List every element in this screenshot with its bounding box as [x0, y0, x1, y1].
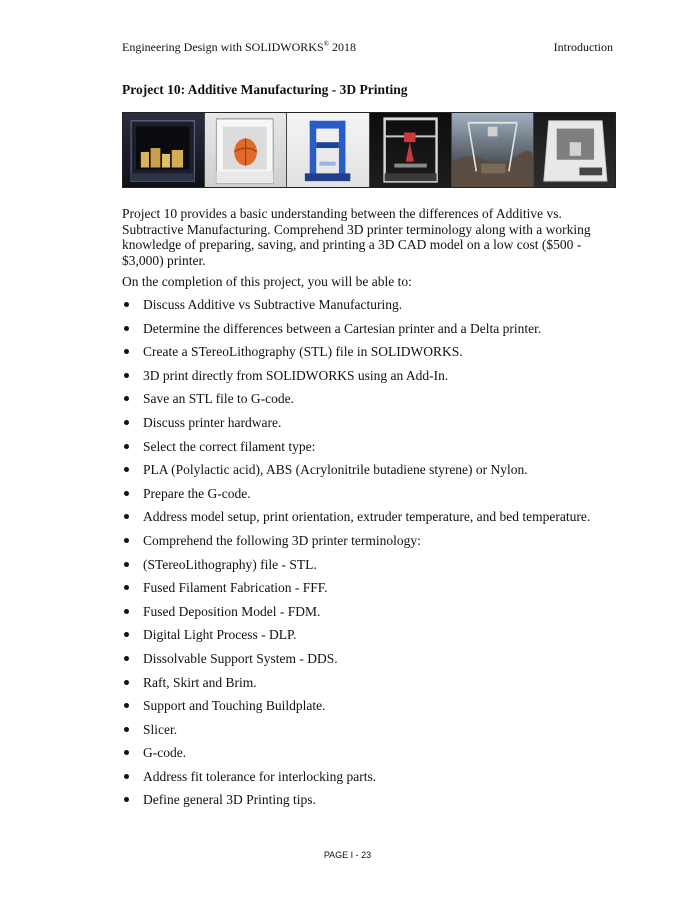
printer-photo-6	[534, 113, 615, 187]
list-item-text: Address fit tolerance for interlocking parts.	[143, 768, 377, 784]
bullet-dot-icon	[124, 538, 129, 543]
bullet-dot-icon	[124, 514, 129, 519]
page-number: PAGE I - 23	[323, 850, 372, 860]
list-item-text: Slicer.	[143, 721, 178, 737]
list-item-text: Fused Filament Fabrication - FFF.	[143, 580, 328, 596]
list-item-text: Prepare the G-code.	[143, 485, 251, 501]
list-item-text: Comprehend the following 3D printer terminology:	[143, 532, 421, 548]
list-item	[122, 485, 612, 509]
list-item	[122, 508, 612, 532]
list-item-text: Digital Light Process - DLP.	[143, 627, 297, 643]
list-item	[122, 343, 612, 367]
list-item-text: Determine the differences between a Cartesian printer and a Delta printer.	[143, 320, 542, 336]
list-item-text: Support and Touching Buildplate.	[143, 698, 326, 714]
list-item	[122, 390, 612, 414]
list-item-text: Fused Deposition Model - FDM.	[143, 603, 321, 619]
list-item-text: 3D print directly from SOLIDWORKS using an Add-In.	[143, 367, 449, 383]
list-item	[122, 603, 612, 627]
bullet-dot-icon	[124, 797, 129, 802]
list-item	[122, 721, 612, 745]
list-item	[122, 626, 612, 650]
bullet-dot-icon	[124, 373, 129, 378]
printer-photo-5	[452, 113, 534, 187]
bullet-dot-icon	[124, 609, 129, 614]
list-item-text: Discuss printer hardware.	[143, 414, 282, 430]
list-item	[122, 461, 612, 485]
bullet-dot-icon	[124, 349, 129, 354]
running-header-title	[122, 40, 356, 55]
list-item	[122, 320, 612, 344]
bullet-dot-icon	[124, 491, 129, 496]
bullet-dot-icon	[124, 632, 129, 637]
bullet-dot-icon	[124, 727, 129, 732]
list-item	[122, 791, 612, 815]
list-item	[122, 674, 612, 698]
header-year: 2018	[328, 40, 356, 54]
list-item	[122, 414, 612, 438]
header-book-title: Engineering Design with SOLIDWORKS	[122, 40, 324, 54]
bullet-dot-icon	[124, 302, 129, 307]
list-item	[122, 579, 612, 603]
list-item	[122, 556, 612, 580]
list-item	[122, 697, 612, 721]
printer-photo-3	[287, 113, 369, 187]
list-item	[122, 744, 612, 768]
list-item-text: Create a STereoLithography (STL) file in SOLIDWORKS.	[143, 344, 463, 360]
list-item-text: (STereoLithography) file - STL.	[143, 556, 317, 572]
bullet-dot-icon	[124, 562, 129, 567]
bullet-dot-icon	[124, 585, 129, 590]
list-item-text: Select the correct filament type:	[143, 438, 316, 454]
list-item	[122, 532, 612, 556]
list-item-text: Dissolvable Support System - DDS.	[143, 650, 338, 666]
objectives-intro: On the completion of this project, you will be able to:	[122, 274, 412, 289]
list-item-text: Save an STL file to G-code.	[143, 391, 294, 407]
registered-mark: ®	[323, 40, 329, 48]
objectives-list	[122, 296, 612, 815]
bullet-dot-icon	[124, 774, 129, 779]
project-title: Project 10: Additive Manufacturing - 3D Printing	[122, 82, 408, 97]
list-item-text: PLA (Polylactic acid), ABS (Acrylonitrile butadiene styrene) or Nylon.	[143, 462, 528, 478]
printer-photo-2	[205, 113, 287, 187]
bullet-dot-icon	[124, 680, 129, 685]
list-item	[122, 367, 612, 391]
printer-photo-banner	[122, 112, 616, 188]
list-item	[122, 296, 612, 320]
project-description: Project 10 provides a basic understanding between the differences of Additive vs. Subtractive Manufacturing. Comprehend 3D printer terminology along with a working knowledge of preparing, saving, and printing a 3D CAD model on a low cost ($500 - $3,000) printer.	[122, 206, 591, 268]
list-item-text: G-code.	[143, 745, 187, 761]
bullet-dot-icon	[124, 444, 129, 449]
running-header-section: Introduction	[553, 40, 613, 54]
bullet-dot-icon	[124, 703, 129, 708]
printer-photo-1	[123, 113, 205, 187]
list-item-text: Raft, Skirt and Brim.	[143, 674, 257, 690]
list-item	[122, 768, 612, 792]
list-item	[122, 438, 612, 462]
bullet-dot-icon	[124, 420, 129, 425]
list-item-text: Address model setup, print orientation, extruder temperature, and bed temperature.	[143, 509, 591, 525]
list-item-text: Define general 3D Printing tips.	[143, 792, 316, 808]
bullet-dot-icon	[124, 326, 129, 331]
printer-photo-4	[370, 113, 452, 187]
list-item	[122, 650, 612, 674]
bullet-dot-icon	[124, 467, 129, 472]
list-item-text: Discuss Additive vs Subtractive Manufacturing.	[143, 297, 403, 312]
bullet-dot-icon	[124, 396, 129, 401]
bullet-dot-icon	[124, 750, 129, 755]
bullet-dot-icon	[124, 656, 129, 661]
